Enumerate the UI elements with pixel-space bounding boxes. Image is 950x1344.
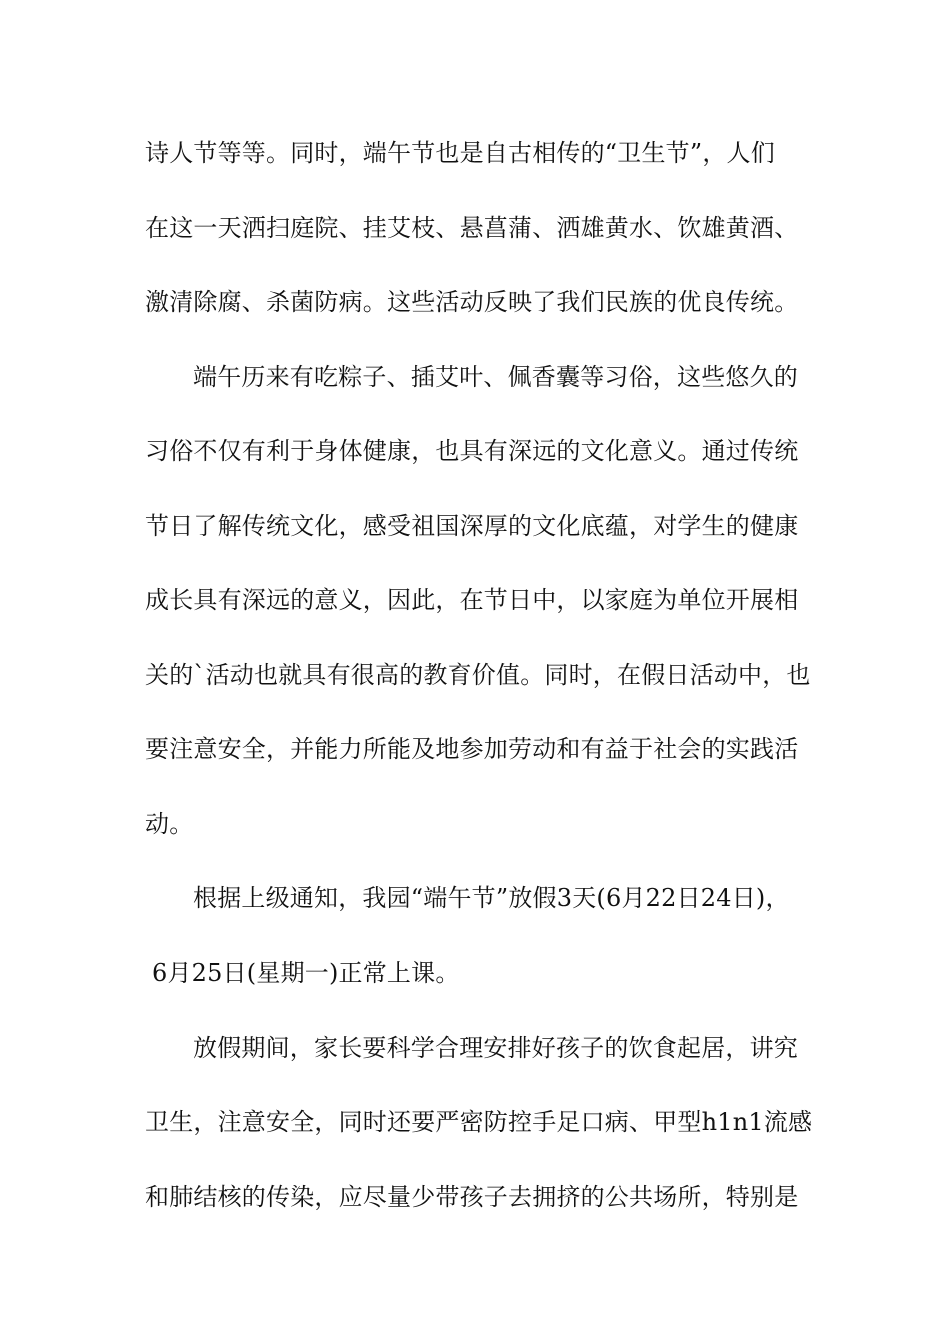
text-line-9: 要注意安全，并能力所能及地参加劳动和有益于社会的实践活: [145, 735, 799, 763]
text-line-6: 节日了解传统文化，感受祖国深厚的文化底蕴，对学生的健康: [145, 512, 799, 540]
text-line-3: 激清除腐、杀菌防病。这些活动反映了我们民族的优良传统。: [145, 288, 799, 316]
text-line-7: 成长具有深远的意义，因此，在节日中，以家庭为单位开展相: [145, 586, 799, 614]
text-line-8: 关的`活动也就具有很高的教育价值。同时，在假日活动中，也: [145, 661, 811, 689]
text-line-12: 6月25日(星期一)正常上课。: [152, 959, 460, 987]
text-line-1: 诗人节等等。同时，端午节也是自古相传的“卫生节”，人们: [145, 139, 775, 167]
text-line-10: 动。: [145, 810, 194, 838]
text-line-4: 端午历来有吃粽子、插艾叶、佩香囊等习俗，这些悠久的: [193, 363, 798, 391]
text-line-11: 根据上级通知，我园“端午节”放假3天(6月22日24日)，: [193, 884, 790, 912]
text-line-5: 习俗不仅有利于身体健康，也具有深远的文化意义。通过传统: [145, 437, 799, 465]
text-line-13: 放假期间，家长要科学合理安排好孩子的饮食起居，讲究: [193, 1034, 798, 1062]
text-line-15: 和肺结核的传染，应尽量少带孩子去拥挤的公共场所，特别是: [145, 1183, 799, 1211]
text-line-2: 在这一天洒扫庭院、挂艾枝、悬菖蒲、洒雄黄水、饮雄黄酒、: [145, 214, 799, 242]
text-line-14: 卫生，注意安全，同时还要严密防控手足口病、甲型h1n1流感: [145, 1108, 813, 1136]
